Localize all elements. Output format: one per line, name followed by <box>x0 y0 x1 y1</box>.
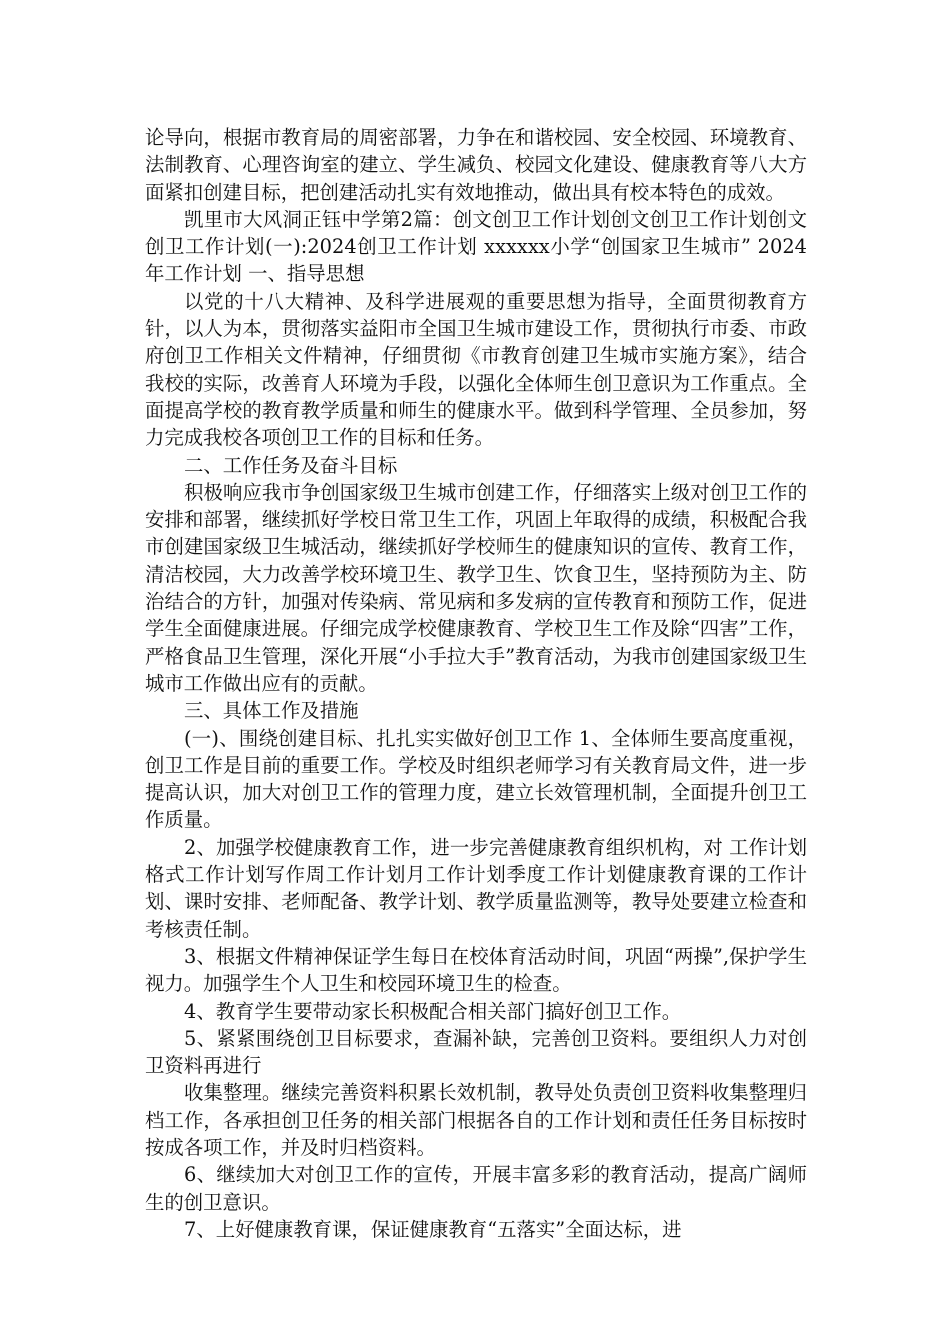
paragraph: 6、继续加大对创卫工作的宣传，开展丰富多彩的教育活动，提高广阔师生的创卫意识。 <box>145 1163 807 1214</box>
paragraph: 2、加强学校健康教育工作，进一步完善健康教育组织机构，对 工作计划格式工作计划写作周工作计划月工作计划季度工作计划健康教育课的工作计划、课时安排、老师配备、教学计划、教学质量监测等，教导处要建立检查和考核责任制。 <box>145 835 807 941</box>
paragraph: 4、教育学生要带动家长积极配合相关部门搞好创卫工作。 <box>184 999 682 1023</box>
paragraph: (一)、围绕创建目标、扎扎实实做好创卫工作 1、全体师生要高度重视，创卫工作是目前的重要工作。学校及时组织老师学习有关教育局文件，进一步提高认识，加大对创卫工作的管理力度，建立长效管理机制，全面提升创卫工作质量。 <box>145 726 807 832</box>
paragraph: 积极响应我市争创国家级卫生城市创建工作，仔细落实上级对创卫工作的安排和部署，继续抓好学校日常卫生工作，巩固上年取得的成绩，积极配合我市创建国家级卫生城活动，继续抓好学校师生的健康知识的宣传、教育工作，清洁校园，大力改善学校环境卫生、教学卫生、饮食卫生，坚持预防为主、防治结合的方针，加强对传染病、常见病和多发病的宣传教育和预防工作，促进学生全面健康进展。仔细完成学校健康教育、学校卫生工作及除“四害”工作，严格食品卫生管理，深化开展“小手拉大手”教育活动，为我市创建国家级卫生城市工作做出应有的贡献。 <box>145 480 807 695</box>
section-heading: 二、工作任务及奋斗目标 <box>184 453 398 477</box>
document-body <box>145 124 807 1243</box>
paragraph: 收集整理。继续完善资料积累长效机制，教导处负责创卫资料收集整理归档工作，各承担创卫任务的相关部门根据各自的工作计划和责任任务目标按时按成各项工作，并及时归档资料。 <box>145 1081 807 1159</box>
paragraph: 凯里市大风洞正钰中学第2篇：创文创卫工作计划创文创卫工作计划创文创卫工作计划(一):2024创卫工作计划 xxxxxx小学“创国家卫生城市” 2024年工作计划 一、指导思想 <box>145 207 807 286</box>
paragraph: 论导向，根据市教育局的周密部署，力争在和谐校园、安全校园、环境教育、法制教育、心理咨询室的建立、学生减负、校园文化建设、健康教育等八大方面紧扣创建目标，把创建活动扎实有效地推动，做出具有校本特色的成效。 <box>145 126 807 204</box>
paragraph: 7、上好健康教育课，保证健康教育“五落实”全面达标，进 <box>184 1217 682 1241</box>
paragraph: 3、根据文件精神保证学生每日在校体育活动时间，巩固“两操”,保护学生视力。加强学生个人卫生和校园环境卫生的检查。 <box>145 944 807 996</box>
paragraph: 5、紧紧围绕创卫目标要求，查漏补缺，完善创卫资料。要组织人力对创卫资料再进行 <box>145 1026 807 1078</box>
paragraph: 以党的十八大精神、及科学进展观的重要思想为指导，全面贯彻教育方针，以人为本，贯彻落实益阳市全国卫生城市建设工作，贯彻执行市委、市政府创卫工作相关文件精神，仔细贯彻《市教育创建卫生城市实施方案》，结合我校的实际，改善育人环境为手段，以强化全体师生创卫意识为工作重点。全面提高学校的教育教学质量和师生的健康水平。做到科学管理、全员参加，努力完成我校各项创卫工作的目标和任务。 <box>145 289 807 450</box>
section-heading: 三、具体工作及措施 <box>184 699 359 723</box>
